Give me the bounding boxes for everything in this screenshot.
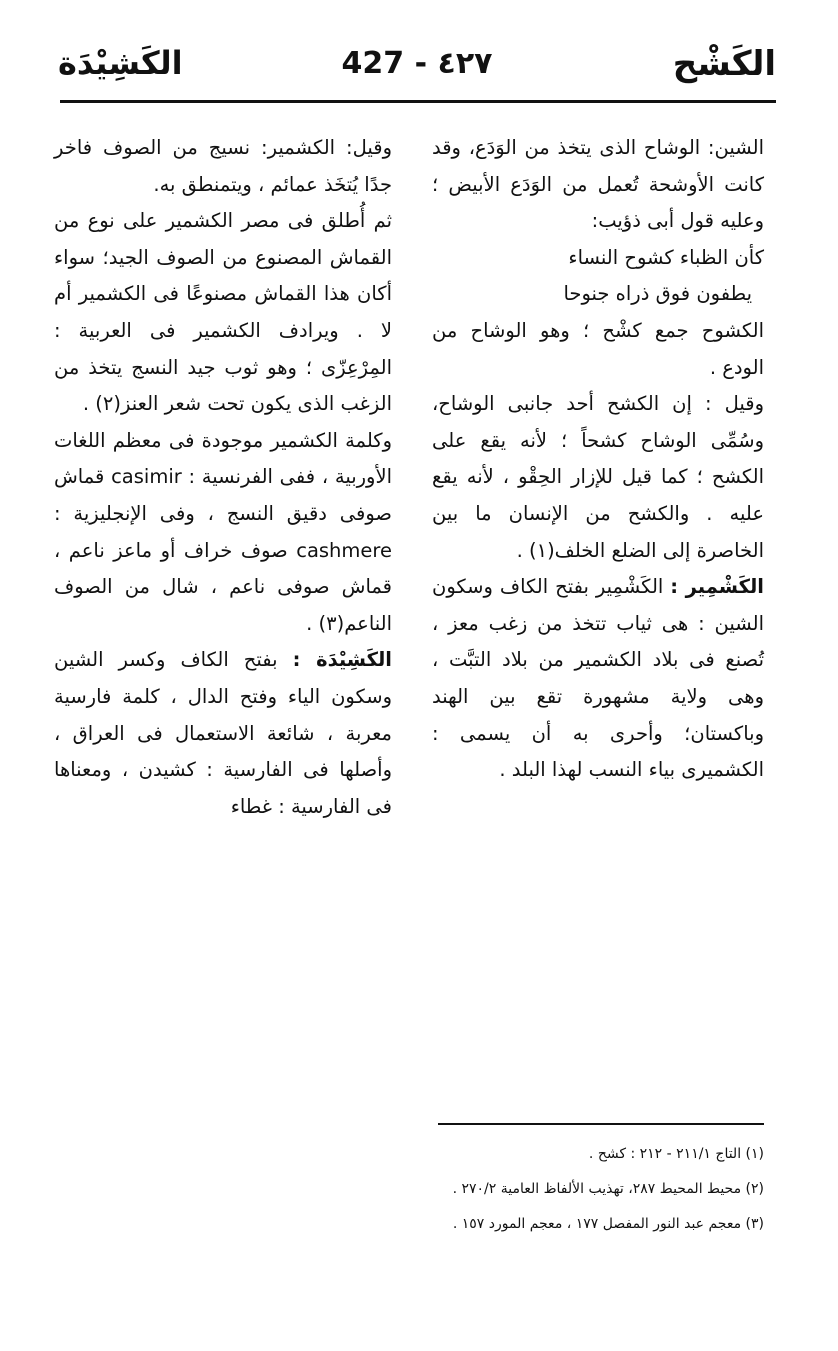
paragraph: وكلمة الكشمير موجودة فى معظم اللغات الأوربية ، ففى الفرنسية : casimir قماش صوفى دقيق النسج ، وفى الإنجليزية : cashmere صوف خراف أو ماعز ناعم ، قماش صوفى ناعم ، شال من الصوف الناعم(٣) . xyxy=(54,428,392,635)
header-left-headword: الكَشِيْدَة xyxy=(58,44,183,82)
page-number: 427 - ٤٢٧ xyxy=(341,46,493,81)
footnote: (١) التاج ٢١١/١ - ٢١٢ : كشح . xyxy=(588,1146,764,1162)
entry-text: بفتح الكاف وكسر الشين وسكون الياء وفتح الدال ، كلمة فارسية معربة ، شائعة الاستعمال فى العراق ، وأصلها فى الفارسية : كشيدن ، ومعناها فى الفارسية : غطاء xyxy=(54,648,392,818)
page-header xyxy=(58,44,776,94)
verse-line: كأن الظباء كشوح النساء xyxy=(568,245,764,269)
entry-paragraph xyxy=(432,569,764,789)
paragraph: وقيل: الكشمير: نسيج من الصوف فاخر جدًا يُتخَذ عمائم ، ويتمنطق به. xyxy=(54,136,392,196)
paragraph: الشين: الوشاح الذى يتخذ من الوَدَع، وقد كانت الأوشحة تُعمل من الوَدَع الأبيض ؛ وعليه قول أبى ذؤيب: xyxy=(432,136,764,233)
header-right-headword: الكَشْح xyxy=(672,44,776,84)
header-divider xyxy=(60,100,776,103)
entry-headword: الكَشْمِير : xyxy=(670,575,764,599)
entry-paragraph xyxy=(54,642,392,825)
paragraph: وقيل : إن الكشح أحد جانبى الوشاح، وسُمِّى الوشاح كشحاً ؛ لأنه يقع على الكشح ؛ كما قيل للإزار الحِقْو ، لأنه يقع عليه . والكشح من الإنسان ما بين الخاصرة إلى الضلع الخلف(١) . xyxy=(432,392,764,562)
entry-text: الكَشْمِير بفتح الكاف وسكون الشين : هى ثياب تتخذ من زغب معز ، تُصنع فى بلاد الكشمير من بلاد التبَّت ، وهى ولاية مشهورة تقع بين الهند وباكستان؛ وأحرى به أن يسمى : الكشميرى بياء النسب لهذا البلد . xyxy=(432,575,764,782)
footnotes xyxy=(204,1137,764,1242)
left-column xyxy=(54,130,392,825)
entry-headword: الكَشِيْدَة : xyxy=(292,648,392,672)
footnote: (٣) معجم عبد النور المفصل ١٧٧ ، معجم المورد ١٥٧ . xyxy=(452,1216,764,1232)
paragraph: ثم أُطلق فى مصر الكشمير على نوع من القماش المصنوع من الصوف الجيد؛ سواء أكان هذا القماش مصنوعًا فى الكشمير أم لا . ويرادف الكشمير فى العربية : المِرْعِزّى ؛ وهو ثوب جيد النسج يتخذ من الزغب الذى يكون تحت شعر العنز(٢) . xyxy=(54,209,392,416)
verse-line: يطفون فوق ذراه جنوحا xyxy=(563,282,752,306)
right-column xyxy=(432,130,764,789)
paragraph: الكشوح جمع كشْح ؛ وهو الوشاح من الودع . xyxy=(432,318,764,379)
footnote: (٢) محيط المحيط ٢٨٧، تهذيب الألفاظ العامية ٢٧٠/٢ . xyxy=(452,1181,764,1197)
footnote-divider xyxy=(438,1123,764,1125)
